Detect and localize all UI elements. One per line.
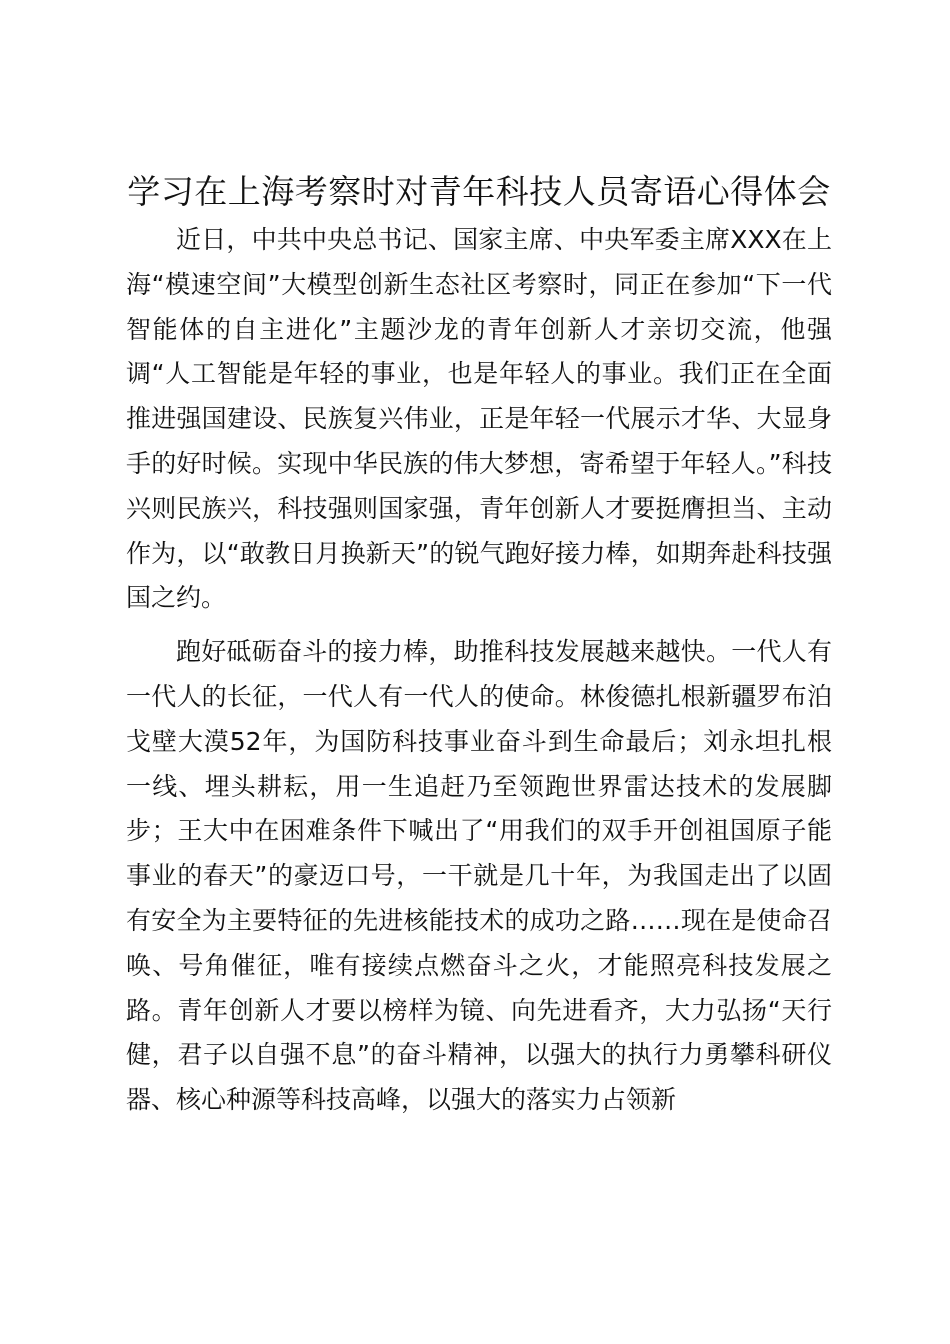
document-title: 学习在上海考察时对青年科技人员寄语心得体会: [127, 172, 831, 211]
document-page: [126, 170, 832, 1123]
paragraph-2: 跑好砥砺奋斗的接力棒，助推科技发展越来越快。一代人有一代人的长征，一代人有一代人的使命。林俊德扎根新疆罗布泊戈壁大漠52年，为国防科技事业奋斗到生命最后；刘永坦扎根一线、埋头耕耘，用一生追赶乃至领跑世界雷达技术的发展脚步；王大中在困难条件下喊出了“用我们的双手开创祖国原子能事业的春天”的豪迈口号，一干就是几十年，为我国走出了以固有安全为主要特征的先进核能技术的成功之路……现在是使命召唤、号角催征，唯有接续点燃奋斗之火，才能照亮科技发展之路。青年创新人才要以榜样为镜、向先进看齐，大力弘扬“天行健，君子以自强不息”的奋斗精神，以强大的执行力勇攀科研仪器、核心种源等科技高峰，以强大的落实力占领新: [126, 637, 832, 1115]
paragraph-1: 近日，中共中央总书记、国家主席、中央军委主席XXX在上海“模速空间”大模型创新生态社区考察时，同正在参加“下一代智能体的自主进化”主题沙龙的青年创新人才亲切交流，他强调“人工智能是年轻的事业，也是年轻人的事业。我们正在全面推进强国建设、民族复兴伟业，正是年轻一代展示才华、大显身手的好时候。实现中华民族的伟大梦想，寄希望于年轻人。”科技兴则民族兴，科技强则国家强，青年创新人才要挺膺担当、主动作为，以“敢教日月换新天”的锐气跑好接力棒，如期奔赴科技强国之约。: [126, 225, 832, 613]
